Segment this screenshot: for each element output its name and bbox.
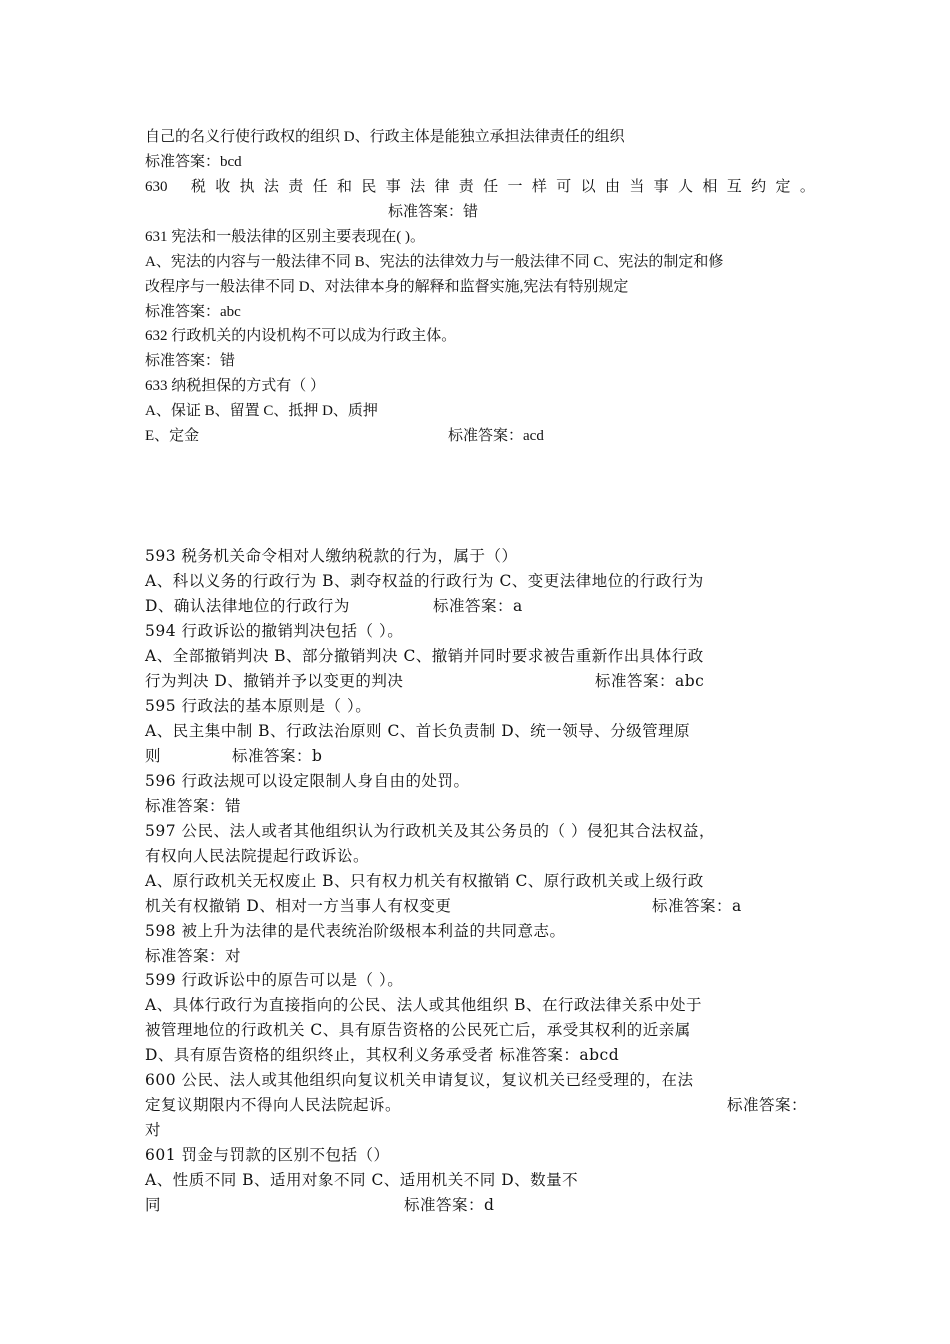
q630-char: 和 [337,179,353,195]
answer-line: 标准答案：对 [145,947,242,965]
answer-line: 对 [145,1121,162,1139]
q630-char: 事 [653,179,669,195]
question-line: 632 行政机关的内设机构不可以成为行政主体。 [145,328,457,344]
options-line: E、定金 [145,428,200,444]
answer-line: 标准答案：a [433,597,523,615]
q630-char: 一 [507,179,523,195]
q630-char: 以 [580,179,596,195]
question-line: 定复议期限内不得向人民法院起诉。 [145,1096,402,1114]
options-line: A、具体行政行为直接指向的公民、法人或其他组织 B、在行政法律关系中处于 [145,996,703,1014]
options-line: A、原行政机关无权废止 B、只有权力机关有权撤销 C、原行政机关或上级行政 [145,872,704,890]
answer-line: 标准答案：bcd [145,154,242,170]
options-line: 机关有权撤销 D、相对一方当事人有权变更 [145,897,452,915]
options-line: D、具有原告资格的组织终止，其权利义务承受者 标准答案：abcd [145,1046,620,1064]
answer-line: 标准答案：错 [145,353,236,369]
options-line: 则 [145,747,162,765]
question-line: 有权向人民法院提起行政诉讼。 [145,847,370,865]
answer-line: 标准答案：d [404,1196,495,1214]
question-line: 594 行政诉讼的撤销判决包括（ ）。 [145,622,404,640]
q630-char: 责 [288,179,304,195]
options-line: A、民主集中制 B、行政法治原则 C、首长负责制 D、统一领导、分级管理原 [145,722,691,740]
answer-line: 标准答案：a [652,897,742,915]
options-line: 被管理地位的行政机关 C、具有原告资格的公民死亡后，承受其权利的近亲属 [145,1021,691,1039]
q630-char: 收 [215,179,231,195]
options-line: A、性质不同 B、适用对象不同 C、适用机关不同 D、数量不 [145,1171,579,1189]
q630-char: 当 [629,179,645,195]
q630-char: 。 [799,179,815,195]
text-line: 自己的名义行使行政权的组织 D、行政主体是能独立承担法律责任的组织 [145,129,625,145]
q630-char: 事 [385,179,401,195]
options-line: 同 [145,1196,162,1214]
question-line: 633 纳税担保的方式有（ ） [145,378,326,394]
question-630 [145,177,815,197]
q630-char: 法 [410,179,426,195]
options-line: 改程序与一般法律不同 D、对法律本身的解释和监督实施,宪法有特别规定 [145,279,629,295]
q630-char: 任 [483,179,499,195]
answer-line: 标准答案：错 [145,797,242,815]
q630-char: 定 [775,179,791,195]
q630-char: 法 [263,179,279,195]
options-line: A、保证 B、留置 C、抵押 D、质押 [145,403,378,419]
q630-char: 相 [702,179,718,195]
q630-char: 人 [678,179,694,195]
question-line: 593 税务机关命令相对人缴纳税款的行为，属于（） [145,547,518,565]
q630-char: 律 [434,179,450,195]
q630-char: 互 [726,179,742,195]
options-line: A、宪法的内容与一般法律不同 B、宪法的法律效力与一般法律不同 C、宪法的制定和修 [145,254,724,270]
answer-line: 标准答案： [727,1096,808,1114]
q630-char: 责 [458,179,474,195]
question-line: 597 公民、法人或者其他组织认为行政机关及其公务员的（ ）侵犯其合法权益， [145,822,715,840]
question-line: 600 公民、法人或其他组织向复议机关申请复议，复议机关已经受理的，在法 [145,1071,694,1089]
options-line: 行为判决 D、撤销并予以变更的判决 [145,672,404,690]
q630-char: 约 [751,179,767,195]
question-line: 595 行政法的基本原则是（ ）。 [145,697,372,715]
question-number: 630 [145,179,168,195]
answer-line: 标准答案：b [232,747,323,765]
options-line: A、全部撤销判决 B、部分撤销判决 C、撤销并同时要求被告重新作出具体行政 [145,647,704,665]
question-line: 598 被上升为法律的是代表统治阶级根本利益的共同意志。 [145,922,566,940]
q630-char: 样 [531,179,547,195]
answer-line: 标准答案：abc [145,304,241,320]
options-line: A、科以义务的行政行为 B、剥夺权益的行政行为 C、变更法律地位的行政行为 [145,572,704,590]
question-line: 601 罚金与罚款的区别不包括（） [145,1146,390,1164]
question-line: 631 宪法和一般法律的区别主要表现在( )。 [145,229,425,245]
q630-char: 可 [556,179,572,195]
q630-char: 执 [239,179,255,195]
q630-char: 由 [604,179,620,195]
question-line: 596 行政法规可以设定限制人身自由的处罚。 [145,772,470,790]
question-line: 599 行政诉讼中的原告可以是（ ）。 [145,971,404,989]
q630-char: 任 [312,179,328,195]
q630-char: 民 [361,179,377,195]
answer-line: 标准答案：acd [448,428,544,444]
answer-line: 标准答案：abc [595,672,705,690]
options-line: D、确认法律地位的行政行为 [145,597,350,615]
answer-line: 标准答案：错 [388,204,479,220]
q630-char: 税 [190,179,206,195]
